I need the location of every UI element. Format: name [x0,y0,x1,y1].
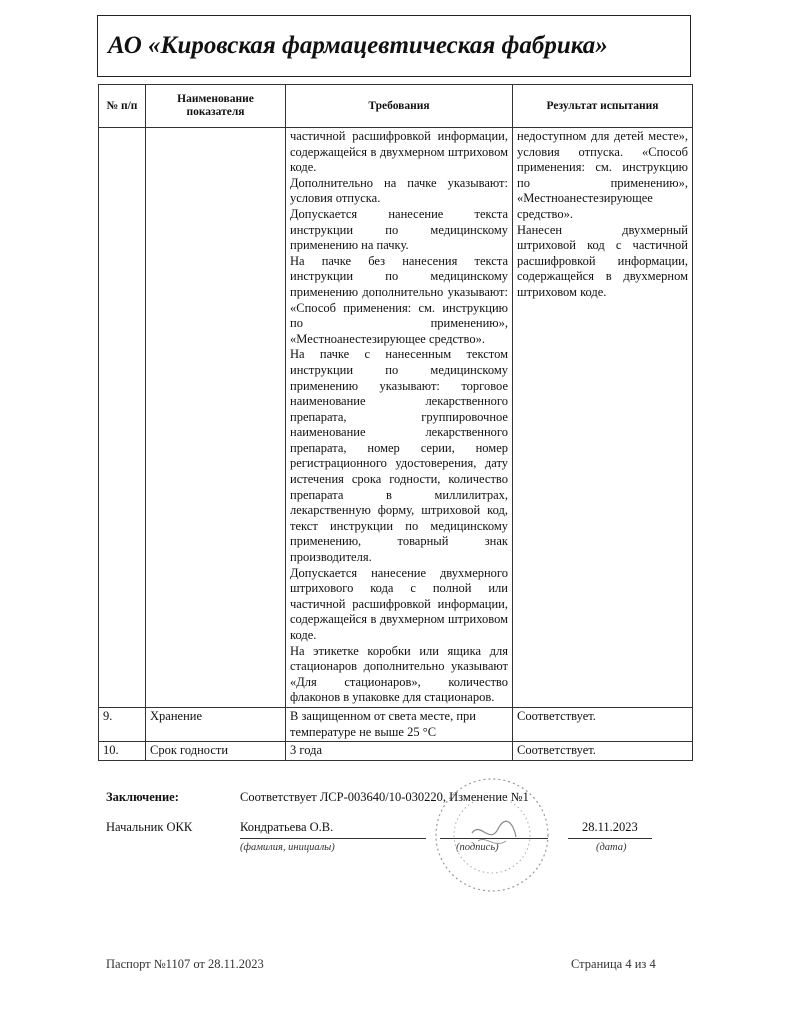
cell-num: 9. [99,707,146,741]
col-header-result: Результат испытания [513,85,693,128]
cell-num: 10. [99,742,146,761]
date-line [568,838,652,839]
conclusion-text: Соответствует ЛСР-003640/10-030220, Изменение №1 [240,790,529,804]
company-header-box [97,15,691,77]
result-paragraph: Нанесен двухмерный штриховой код с частичной расшифровкой информации, содержащейся в двухмерном штриховом коде. [517,222,688,299]
req-paragraph: частичной расшифровкой информации, содержащейся в двухмерном штриховом коде. [290,129,508,175]
caption-signature: (подпись) [456,842,499,853]
name-line [240,838,426,839]
col-header-name: Наименование показателя [146,85,286,128]
cell-result: Соответствует. [513,742,693,761]
cell-num-empty [99,128,146,708]
company-title: АО «Кировская фармацевтическая фабрика» [108,32,608,59]
caption-date: (дата) [596,842,627,853]
signature-date: 28.11.2023 [582,820,638,834]
col-header-num: № п/п [99,85,146,128]
req-paragraph: Допускается нанесение двухмерного штрихового кода с полной или частичной расшифровкой информации, содержащейся в двухмерном штриховом коде. [290,565,508,642]
person-name: Кондратьева О.В. [240,820,334,834]
table-row-continued [99,128,693,708]
footer-passport: Паспорт №1107 от 28.11.2023 [106,957,264,971]
col-header-requirements: Требования [286,85,513,128]
position-label: Начальник ОКК [106,820,193,834]
req-paragraph: Допускается нанесение текста инструкции по медицинскому применению на пачку. [290,206,508,253]
cell-name: Срок годности [146,742,286,761]
cell-name-empty [146,128,286,708]
specification-table [98,84,693,761]
conclusion-label: Заключение: [106,790,179,804]
req-paragraph: На пачке без нанесения текста инструкции по медицинскому применению дополнительно указывают: «Способ применения: см. инструкцию по применению», «Местноанестезирующее средство». [290,253,508,346]
cell-requirements-continued [286,128,513,708]
caption-name: (фамилия, инициалы) [240,842,335,853]
cell-requirement: В защищенном от света месте, при температуре не выше 25 °С [286,707,513,741]
footer-page: Страница 4 из 4 [571,957,656,971]
table-row [99,707,693,741]
req-paragraph: На этикетке коробки или ящика для стационаров дополнительно указывают «Для стационаров», количество флаконов в упаковке для стационаров. [290,643,508,705]
cell-name: Хранение [146,707,286,741]
req-paragraph: Дополнительно на пачке указывают: условия отпуска. [290,175,508,206]
stamp-icon [432,775,552,895]
table-row [99,742,693,761]
table-header-row [99,85,693,128]
req-paragraph: На пачке с нанесенным текстом инструкции по медицинскому применению указывают: торговое наименование лекарственного препарата, группировочное наименование лекарственного препарата, номер серии, номер регистрационного удостоверения, дату истечения срока годности, количество препарата в миллилитрах, лекарственную форму, штриховой код, текст инструкции по медицинскому применению, товарный знак производителя. [290,347,508,565]
cell-result: Соответствует. [513,707,693,741]
cell-result-continued [513,128,693,708]
cell-requirement: 3 года [286,742,513,761]
result-paragraph: недоступном для детей месте», условия отпуска. «Способ применения: см. инструкцию по применению», «Местноанестезирующее средство». [517,129,688,221]
